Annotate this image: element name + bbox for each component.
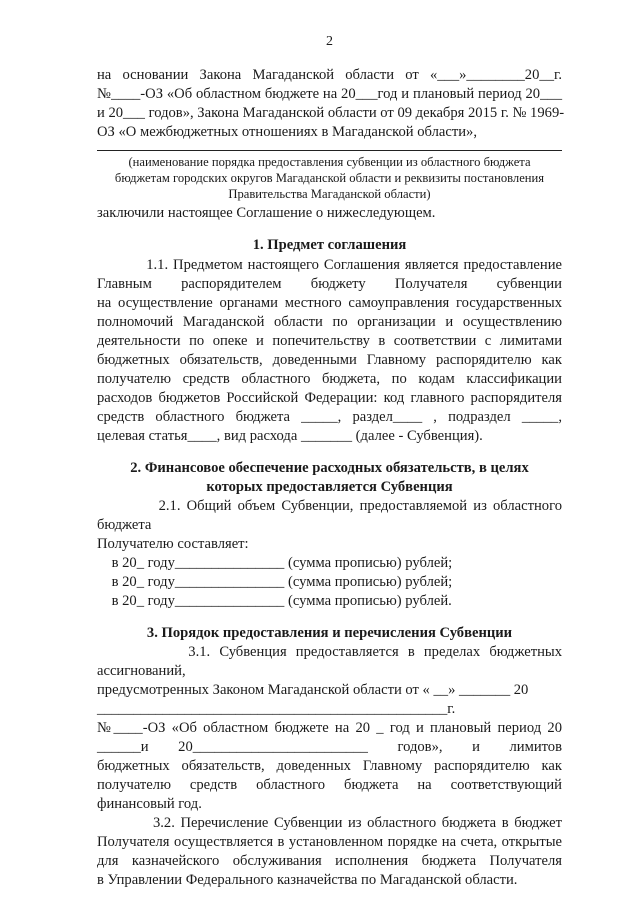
text-line-s31-l8: получателю средств областного бюджета на соответствующий bbox=[97, 777, 562, 793]
text-line-s32-l3: для казначейского обслуживания исполнения бюджета Получателя bbox=[97, 853, 562, 869]
text-line-p1-l1: на основании Закона Магаданской области от «___»________20__г. bbox=[97, 67, 562, 83]
blank-name-line bbox=[97, 150, 562, 151]
text-line-p1-l4: ОЗ «О межбюджетных отношениях в Магаданской области», bbox=[97, 124, 477, 140]
text-line-y1: в 20_ году_______________ (сумма прописью) рублей; bbox=[97, 555, 453, 571]
text-line-s11-l3: на осуществление органами местного самоуправления государственных bbox=[97, 295, 562, 311]
page-number: 2 bbox=[326, 34, 333, 49]
text-line-s11-l9: средств областного бюджета _____, раздел____ , подраздел _____, bbox=[97, 409, 562, 425]
text-line-y3: в 20_ году_______________ (сумма прописью) рублей. bbox=[97, 593, 452, 609]
text-line-s11-l1: 1.1. Предметом настоящего Соглашения является предоставление bbox=[97, 257, 562, 273]
text-line-h1: 1. Предмет соглашения bbox=[252, 237, 407, 253]
text-line-note-l2: бюджетам городских округов Магаданской области и реквизиты постановления bbox=[114, 171, 545, 185]
text-line-s11-l10: целевая статья____, вид расхода _______ (далее - Субвенция). bbox=[97, 428, 483, 444]
text-line-s11-l5: деятельности по опеке и попечительству в соответствии с лимитами bbox=[97, 333, 562, 349]
text-line-s11-l2: Главным распорядителем бюджету Получателя субвенции bbox=[97, 276, 562, 292]
text-line-s31-l3: предусмотренных Законом Магаданской области от « __» _______ 20 bbox=[97, 682, 529, 698]
text-line-h2-l1: 2. Финансовое обеспечение расходных обязательств, в целях bbox=[130, 460, 529, 476]
text-line-s31-l9: финансовый год. bbox=[97, 796, 202, 812]
text-line-s32-l4: в Управлении Федерального казначейства по Магаданской области. bbox=[97, 872, 518, 888]
text-line-s11-l7: получателю средств областного бюджета, по кодам классификации bbox=[97, 371, 562, 387]
text-line-note-l3: Правительства Магаданской области) bbox=[228, 187, 431, 201]
text-line-p1-l2: №____-ОЗ «Об областном бюджете на 20___год и плановый период 20___ bbox=[97, 86, 562, 102]
text-line-p2-l1: заключили настоящее Соглашение о нижеследующем. bbox=[97, 205, 436, 221]
text-line-s21-l1: 2.1. Общий объем Субвенции, предоставляемой из областного bbox=[97, 498, 562, 514]
text-line-s32-l1: 3.2. Перечисление Субвенции из областного бюджета в бюджет bbox=[97, 815, 562, 831]
text-line-s21-l3: Получателю составляет: bbox=[97, 536, 249, 552]
text-line-s11-l8: расходов бюджетов Российской Федерации: код главного распорядителя bbox=[97, 390, 562, 406]
text-line-s11-l4: полномочий Магаданской области по организации и осуществлению bbox=[97, 314, 562, 330]
text-line-s31-l2: ассигнований, bbox=[97, 663, 186, 679]
text-line-s21-l2: бюджета bbox=[97, 517, 152, 533]
text-line-s32-l2: Получателя осуществляется в установленном порядке на счета, открытые bbox=[97, 834, 562, 850]
text-line-s31-l1: 3.1. Субвенция предоставляется в пределах бюджетных bbox=[97, 644, 562, 660]
text-line-h2-l2: которых предоставляется Субвенция bbox=[206, 479, 453, 495]
text-line-s31-l6: ______и 20________________________ годов», и лимитов bbox=[97, 739, 562, 755]
text-line-h3: 3. Порядок предоставления и перечисления Субвенции bbox=[146, 625, 513, 641]
text-line-s31-l4: ________________________________________________г. bbox=[97, 701, 456, 717]
text-line-y2: в 20_ году_______________ (сумма прописью) рублей; bbox=[97, 574, 453, 590]
text-line-p1-l3: и 20___ годов», Закона Магаданской области от 09 декабря 2015 г. № 1969- bbox=[97, 105, 565, 121]
text-line-s31-l5: №____-ОЗ «Об областном бюджете на 20 _ год и плановый период 20 bbox=[97, 720, 562, 736]
text-line-s31-l7: бюджетных обязательств, доведенных Главному распорядителю как bbox=[97, 758, 562, 774]
text-line-s11-l6: бюджетных обязательств, доведенными Главному распорядителю как bbox=[97, 352, 562, 368]
text-line-note-l1: (наименование порядка предоставления субвенции из областного бюджета bbox=[128, 155, 531, 169]
